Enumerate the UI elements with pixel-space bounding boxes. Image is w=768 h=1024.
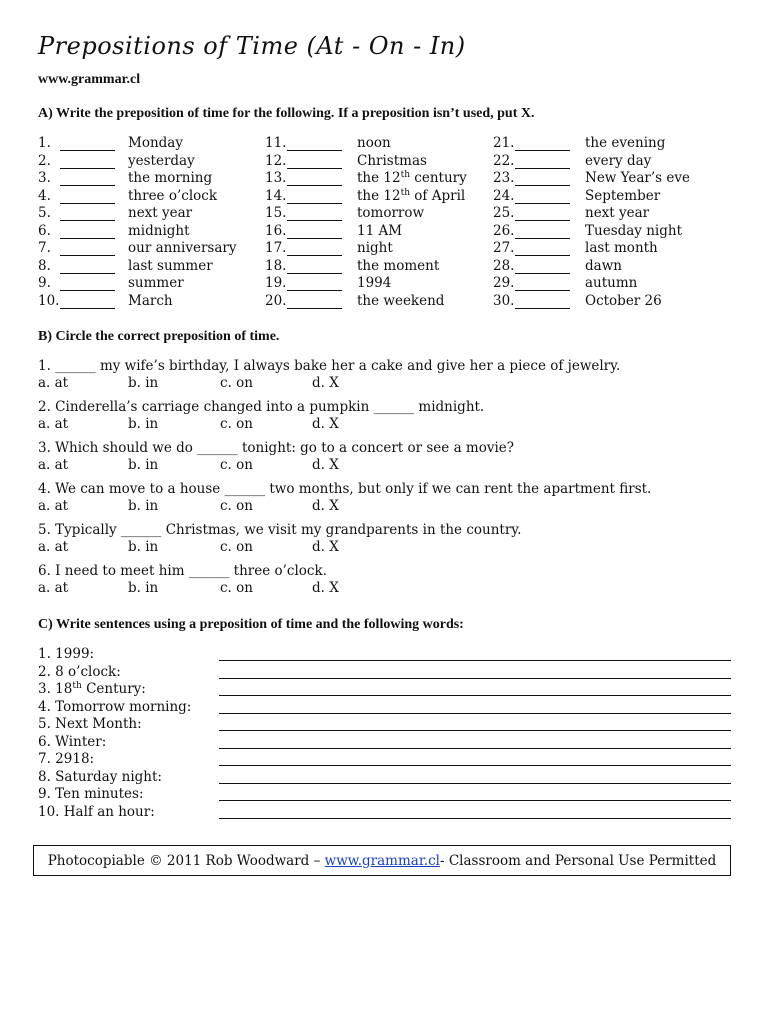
- answer-option[interactable]: a. at: [38, 375, 69, 391]
- answer-blank[interactable]: [287, 225, 342, 239]
- writing-line[interactable]: [219, 678, 731, 679]
- time-expression: three o’clock: [128, 187, 218, 204]
- sentence-prompt: 1. 1999:: [38, 646, 95, 662]
- writing-line[interactable]: [219, 660, 731, 661]
- item-number: 14.: [265, 187, 287, 204]
- sentence-prompt: 7. 2918:: [38, 751, 95, 767]
- question-text: 6. I need to meet him ______ three o’clock.: [38, 563, 327, 579]
- time-expression: the 12th of April: [357, 187, 466, 204]
- time-expression: yesterday: [128, 152, 195, 169]
- writing-line[interactable]: [219, 783, 731, 784]
- answer-blank[interactable]: [60, 260, 115, 274]
- time-expression: 1994: [357, 275, 392, 291]
- item-number: 2.: [38, 152, 51, 169]
- item-number: 4.: [38, 187, 51, 204]
- item-number: 17.: [265, 240, 287, 256]
- answer-blank[interactable]: [287, 172, 342, 186]
- time-expression: noon: [357, 135, 391, 151]
- section-b-heading: B) Circle the correct preposition of time.: [38, 329, 280, 344]
- answer-option[interactable]: d. X: [312, 375, 339, 391]
- item-number: 29.: [493, 275, 515, 291]
- question-text: 4. We can move to a house ______ two months, but only if we can rent the apartment first.: [38, 481, 652, 497]
- answer-option[interactable]: b. in: [128, 457, 159, 473]
- time-expression: last month: [585, 240, 658, 256]
- item-number: 24.: [493, 187, 515, 204]
- writing-line[interactable]: [219, 748, 731, 749]
- answer-option[interactable]: a. at: [38, 580, 69, 596]
- item-number: 27.: [493, 240, 515, 256]
- writing-line[interactable]: [219, 765, 731, 766]
- time-expression: night: [357, 240, 393, 256]
- answer-option[interactable]: c. on: [220, 580, 253, 596]
- question-text: 5. Typically ______ Christmas, we visit my grandparents in the country.: [38, 522, 522, 538]
- answer-blank[interactable]: [515, 207, 570, 221]
- time-expression: autumn: [585, 275, 638, 291]
- time-expression: New Year’s eve: [585, 170, 690, 186]
- writing-line[interactable]: [219, 695, 731, 696]
- item-number: 23.: [493, 170, 515, 186]
- item-number: 7.: [38, 240, 51, 256]
- answer-blank[interactable]: [515, 172, 570, 186]
- answer-option[interactable]: d. X: [312, 539, 339, 555]
- footer-link[interactable]: www.grammar.cl: [324, 852, 440, 869]
- item-number: 12.: [265, 152, 287, 169]
- item-number: 20.: [265, 292, 287, 309]
- item-number: 6.: [38, 222, 51, 239]
- page-title: Prepositions of Time (At - On - In): [38, 32, 466, 60]
- answer-blank[interactable]: [515, 260, 570, 274]
- item-number: 11.: [265, 135, 287, 151]
- item-number: 26.: [493, 222, 515, 239]
- time-expression: last summer: [128, 257, 213, 274]
- time-expression: September: [585, 187, 661, 204]
- writing-line[interactable]: [219, 800, 731, 801]
- answer-blank[interactable]: [515, 277, 570, 291]
- answer-blank[interactable]: [287, 277, 342, 291]
- answer-option[interactable]: c. on: [220, 498, 253, 514]
- answer-blank[interactable]: [515, 155, 570, 169]
- answer-option[interactable]: c. on: [220, 457, 253, 473]
- answer-option[interactable]: d. X: [312, 416, 339, 432]
- time-expression: summer: [128, 275, 184, 291]
- time-expression: Christmas: [357, 152, 427, 169]
- question-text: 3. Which should we do ______ tonight: go to a concert or see a movie?: [38, 440, 515, 456]
- answer-blank[interactable]: [60, 225, 115, 239]
- sentence-prompt: 4. Tomorrow morning:: [38, 698, 192, 715]
- answer-blank[interactable]: [515, 295, 570, 309]
- answer-option[interactable]: a. at: [38, 457, 69, 473]
- time-expression: Monday: [128, 135, 183, 151]
- answer-option[interactable]: a. at: [38, 539, 69, 555]
- sentence-prompt: 6. Winter:: [38, 733, 107, 750]
- item-number: 28.: [493, 257, 515, 274]
- answer-blank[interactable]: [515, 242, 570, 256]
- time-expression: 11 AM: [357, 222, 403, 239]
- footer-suffix: - Classroom and Personal Use Permitted: [439, 852, 717, 869]
- answer-blank[interactable]: [60, 207, 115, 221]
- answer-blank[interactable]: [287, 207, 342, 221]
- answer-option[interactable]: c. on: [220, 416, 253, 432]
- question-text: 2. Cinderella’s carriage changed into a pumpkin ______ midnight.: [38, 399, 485, 415]
- item-number: 25.: [493, 205, 515, 221]
- footer-box: [33, 845, 731, 876]
- answer-blank[interactable]: [60, 295, 115, 309]
- item-number: 10.: [38, 292, 60, 309]
- section-c-heading: C) Write sentences using a preposition of time and the following words:: [38, 617, 464, 632]
- item-number: 9.: [38, 275, 51, 291]
- item-number: 13.: [265, 170, 287, 186]
- question-text: 1. ______ my wife’s birthday, I always bake her a cake and give her a piece of jewelry.: [38, 358, 621, 374]
- footer-prefix: Photocopiable © 2011 Rob Woodward –: [47, 852, 321, 869]
- item-number: 8.: [38, 257, 51, 274]
- answer-blank[interactable]: [287, 155, 342, 169]
- time-expression: next year: [585, 205, 650, 221]
- answer-blank[interactable]: [287, 260, 342, 274]
- answer-blank[interactable]: [287, 137, 342, 151]
- item-number: 1.: [38, 135, 51, 151]
- section-a-heading: A) Write the preposition of time for the following. If a preposition isn’t used, put X.: [38, 106, 535, 121]
- sentence-prompt: 5. Next Month:: [38, 716, 142, 732]
- answer-blank[interactable]: [515, 190, 570, 204]
- answer-option[interactable]: c. on: [220, 539, 253, 555]
- website-label: www.grammar.cl: [38, 72, 141, 87]
- answer-option[interactable]: c. on: [220, 375, 253, 391]
- item-number: 16.: [265, 222, 287, 239]
- time-expression: next year: [128, 205, 193, 221]
- answer-blank[interactable]: [287, 295, 342, 309]
- answer-option[interactable]: b. in: [128, 416, 159, 432]
- answer-option[interactable]: d. X: [312, 498, 339, 514]
- time-expression: our anniversary: [128, 240, 237, 256]
- sentence-prompt: 9. Ten minutes:: [38, 786, 144, 802]
- time-expression: October 26: [585, 292, 662, 309]
- answer-blank[interactable]: [60, 172, 115, 186]
- time-expression: midnight: [128, 222, 190, 239]
- item-number: 5.: [38, 205, 51, 221]
- answer-blank[interactable]: [287, 190, 342, 204]
- answer-option[interactable]: b. in: [128, 375, 159, 391]
- time-expression: the weekend: [357, 292, 445, 309]
- answer-option[interactable]: a. at: [38, 416, 69, 432]
- time-expression: the moment: [357, 257, 440, 274]
- answer-blank[interactable]: [60, 190, 115, 204]
- item-number: 21.: [493, 135, 515, 151]
- sentence-prompt: 10. Half an hour:: [38, 803, 155, 820]
- sentence-prompt: 2. 8 o’clock:: [38, 663, 121, 680]
- answer-blank[interactable]: [60, 242, 115, 256]
- answer-blank[interactable]: [515, 225, 570, 239]
- time-expression: Tuesday night: [585, 222, 682, 239]
- item-number: 30.: [493, 292, 515, 309]
- writing-line[interactable]: [219, 730, 731, 731]
- answer-option[interactable]: b. in: [128, 498, 159, 514]
- time-expression: tomorrow: [357, 205, 425, 221]
- answer-blank[interactable]: [60, 137, 115, 151]
- answer-option[interactable]: d. X: [312, 580, 339, 596]
- item-number: 3.: [38, 170, 51, 186]
- time-expression: the evening: [585, 135, 666, 151]
- time-expression: dawn: [585, 257, 622, 274]
- answer-blank[interactable]: [515, 137, 570, 151]
- item-number: 22.: [493, 152, 515, 169]
- answer-blank[interactable]: [60, 277, 115, 291]
- time-expression: the 12th century: [357, 170, 467, 186]
- time-expression: March: [128, 292, 173, 309]
- item-number: 15.: [265, 205, 287, 221]
- item-number: 19.: [265, 275, 287, 291]
- answer-option[interactable]: b. in: [128, 539, 159, 555]
- writing-line[interactable]: [219, 713, 731, 714]
- answer-blank[interactable]: [60, 155, 115, 169]
- sentence-prompt: 3. 18th Century:: [38, 681, 146, 697]
- answer-blank[interactable]: [287, 242, 342, 256]
- time-expression: every day: [585, 152, 652, 169]
- answer-option[interactable]: b. in: [128, 580, 159, 596]
- item-number: 18.: [265, 257, 287, 274]
- time-expression: the morning: [128, 170, 213, 186]
- answer-option[interactable]: a. at: [38, 498, 69, 514]
- sentence-prompt: 8. Saturday night:: [38, 768, 162, 785]
- writing-line[interactable]: [219, 818, 731, 819]
- answer-option[interactable]: d. X: [312, 457, 339, 473]
